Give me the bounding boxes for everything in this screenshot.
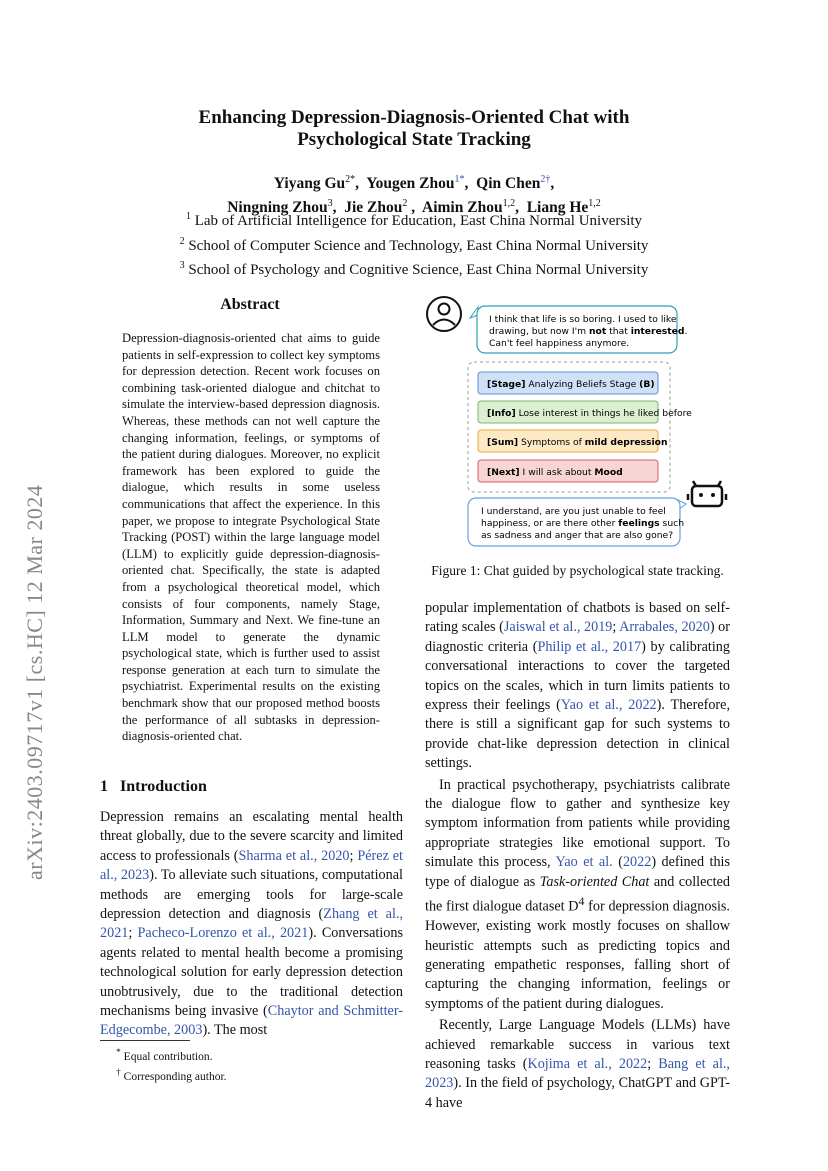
author-sup: 2 bbox=[402, 198, 408, 210]
citation-link[interactable]: Bang et al., 2023 bbox=[425, 1056, 730, 1092]
affiliation-1: $^1$ Lab of Artificial Intelligence for Education, East China Normal University bbox=[185, 211, 643, 229]
author-sup: 1,2 bbox=[588, 198, 601, 210]
state-info bbox=[478, 401, 692, 423]
citation-link[interactable]: Kojima et al., 2022 bbox=[527, 1056, 648, 1073]
citation-link[interactable]: Arrabales, 2020 bbox=[619, 619, 710, 636]
author-sup: 3 bbox=[327, 198, 333, 210]
arxiv-id: arXiv:2403.09717v1 [cs.HC] 12 Mar 2024 bbox=[22, 484, 47, 880]
author-name: Qin Chen bbox=[476, 175, 541, 193]
author-sup: 1* bbox=[454, 174, 465, 185]
intro-left-column bbox=[100, 808, 403, 1041]
svg-text:[Info] Lose interest in things: [Info] Lose interest in things he liked before bbox=[487, 408, 692, 419]
author-sup: 1,2 bbox=[502, 198, 516, 210]
author-name: Yougen Zhou bbox=[366, 175, 455, 193]
user-line-1: I think that life is so boring. I used to like bbox=[489, 314, 677, 325]
author-name: Aimin Zhou bbox=[422, 199, 503, 217]
section-heading: 1 Introduction bbox=[100, 778, 207, 795]
citation-link[interactable]: Chaytor and Schmitter-Edgecombe, 2003 bbox=[100, 1003, 403, 1039]
citation-link[interactable]: Philip et al., 2017 bbox=[537, 638, 642, 655]
state-next bbox=[478, 460, 658, 482]
svg-text:[Next] I will ask about Mood: [Next] I will ask about Mood bbox=[487, 467, 623, 478]
author-sup: 2† bbox=[540, 174, 551, 185]
user-avatar-icon bbox=[427, 297, 461, 331]
affiliation-3: $^3$ School of Psychology and Cognitive Science, East China Normal University bbox=[179, 260, 649, 278]
title-line-2: Psychological State Tracking bbox=[297, 129, 531, 150]
bot-message-bubble bbox=[468, 498, 686, 546]
robot-icon bbox=[688, 481, 726, 506]
paragraph: In practical psychotherapy, psychiatrists calibrate the dialogue flow to gather and synthesize key symptom information from patients while providing appropriate strategies like emotional support. To simulate this process, Yao et al. (2022) defined this type of dialogue as Task-oriented Chat and collected the first dialogue dataset $D^4$ for depression diagnosis. However, existing work mostly focuses on shallow heuristic attempts such as predicting topics and generating empathetic responses, falling short of capturing the changing information, feelings or symptoms of the patient during dialogues. bbox=[425, 776, 731, 1012]
figure-caption: Figure 1: Chat guided by psychological state tracking. bbox=[431, 563, 724, 578]
bot-line-2: happiness, or are there other feelings such bbox=[481, 518, 685, 529]
bot-line-3: as sadness and anger that are also gone? bbox=[481, 530, 674, 541]
affiliations bbox=[120, 207, 708, 281]
svg-text:[Sum] Symptoms of mild depress: [Sum] Symptoms of mild depression bbox=[487, 437, 668, 448]
author-name: Liang He bbox=[526, 199, 589, 217]
citation-link[interactable]: Yao et al., 2022 bbox=[560, 697, 657, 714]
footnote-2: † Corresponding author. bbox=[116, 1067, 227, 1084]
user-message-bubble bbox=[470, 306, 687, 353]
affiliation-2: $^2$ School of Computer Science and Technology, East China Normal University bbox=[179, 235, 649, 254]
citation-link[interactable]: Yao et al. bbox=[555, 854, 613, 871]
abstract-heading: Abstract bbox=[220, 296, 280, 313]
abstract-body: Depression-diagnosis-oriented chat aims to guide patients in self-expression to collect key symptoms for depression detection. Recent work focuses on combining task-oriented dialogue and chitchat to simulate the interview-based depression diagnosis. Whereas, these methods can not well capture the changing information, feelings, or symptoms of the patient during dialogues. Moreover, no explicit framework has been explored to guide the dialogue, which results in some useless communications that affect the experience. In this paper, we propose to integrate Psychological State Tracking (POST) within the large language model (LLM) to explicitly guide depression-diagnosis-oriented chat. Specifically, the state is adapted from a psychological theoretical model, which consists of four components, namely Stage, Information, Summary and Next. We fine-tune an LLM model to generate the dynamic psychological state, which is further used to assist response generation at each turn to simulate the psychiatrist. Experimental results on the existing benchmark show that our proposed method boosts the performance of all subtasks in depression-diagnosis-oriented chat. bbox=[122, 331, 380, 744]
svg-text:[Stage] Analyzing Beliefs Stag: [Stage] Analyzing Beliefs Stage (B) bbox=[487, 379, 655, 390]
paragraph: Depression remains an escalating mental health threat globally, due to the severe scarcity and limited access to professionals (Sharma et al., 2020; Pérez et al., 2023). To alleviate such situations, computational methods are emerging tools for large-scale depression detection and diagnosis (Zhang et al., 2021; Pacheco-Lorenzo et al., 2021). Conversations agents related to mental health become a promising technological solution for early depression detection unobtrusively, due to the traditional detection mechanisms being invasive (Chaytor and Schmitter-Edgecombe, 2003). The most bbox=[100, 809, 403, 1039]
paragraph: popular implementation of chatbots is based on self-rating scales (Jaiswal et al., 2019; Arrabales, 2020) or diagnostic criteria (Philip et al., 2017) by calibrating conversational interactions to cover the targeted topics on the scales, which in turn limits patients to express their feelings (Yao et al., 2022). Therefore, there is still a significant gap for such systems to provide chat-like depression detection in clinical settings. bbox=[425, 600, 731, 772]
footnote-divider bbox=[100, 1040, 190, 1041]
arxiv-sidebar bbox=[22, 360, 62, 880]
user-line-2: drawing, but now I'm not that interested. bbox=[489, 326, 688, 337]
state-stage bbox=[478, 372, 658, 394]
author-list: Yiyang $Gu^{2*}$, Yougen Zhou$^{1*}$, Qin Chen$^{2\dagger}$, Ningning Zhou$^3$, Jie Zhou$^2$ , Aimin Zhou$^{1,2}$, Liang He$^{1,2}$ bbox=[227, 174, 601, 217]
footnote-1: * Equal contribution. bbox=[116, 1047, 213, 1063]
intro-right-column bbox=[425, 599, 730, 1113]
figure-1 bbox=[420, 290, 740, 552]
author-name: Jie Zhou bbox=[344, 199, 403, 217]
citation-link[interactable]: Pérez et al., 2023 bbox=[100, 847, 403, 884]
paragraph: Recently, Large Language Models (LLMs) have achieved remarkable success in various text reasoning tasks (Kojima et al., 2022; Bang et al., 2023). In the field of psychology, ChatGPT and GPT-4 have bbox=[425, 1017, 730, 1111]
paper-title bbox=[120, 107, 708, 151]
citation-link[interactable]: Jaiswal et al., 2019 bbox=[503, 619, 613, 636]
title-line-1: Enhancing Depression-Diagnosis-Oriented Chat with bbox=[198, 107, 630, 128]
bot-line-1: I understand, are you just unable to feel bbox=[481, 506, 666, 517]
author-name: Yiyang Gu bbox=[273, 175, 346, 193]
author-name: Ningning Zhou bbox=[227, 199, 328, 217]
citation-link[interactable]: Sharma et al., 2020 bbox=[238, 847, 350, 864]
footnotes bbox=[116, 1045, 227, 1086]
citation-link[interactable]: Zhang et al., 2021 bbox=[100, 906, 403, 942]
state-summary bbox=[478, 430, 668, 452]
author-sup: 2* bbox=[345, 174, 356, 185]
user-line-3: Can't feel happiness anymore. bbox=[489, 338, 630, 349]
citation-link[interactable]: Pacheco-Lorenzo et al., 2021 bbox=[137, 925, 309, 942]
citation-link[interactable]: 2022 bbox=[622, 854, 652, 871]
